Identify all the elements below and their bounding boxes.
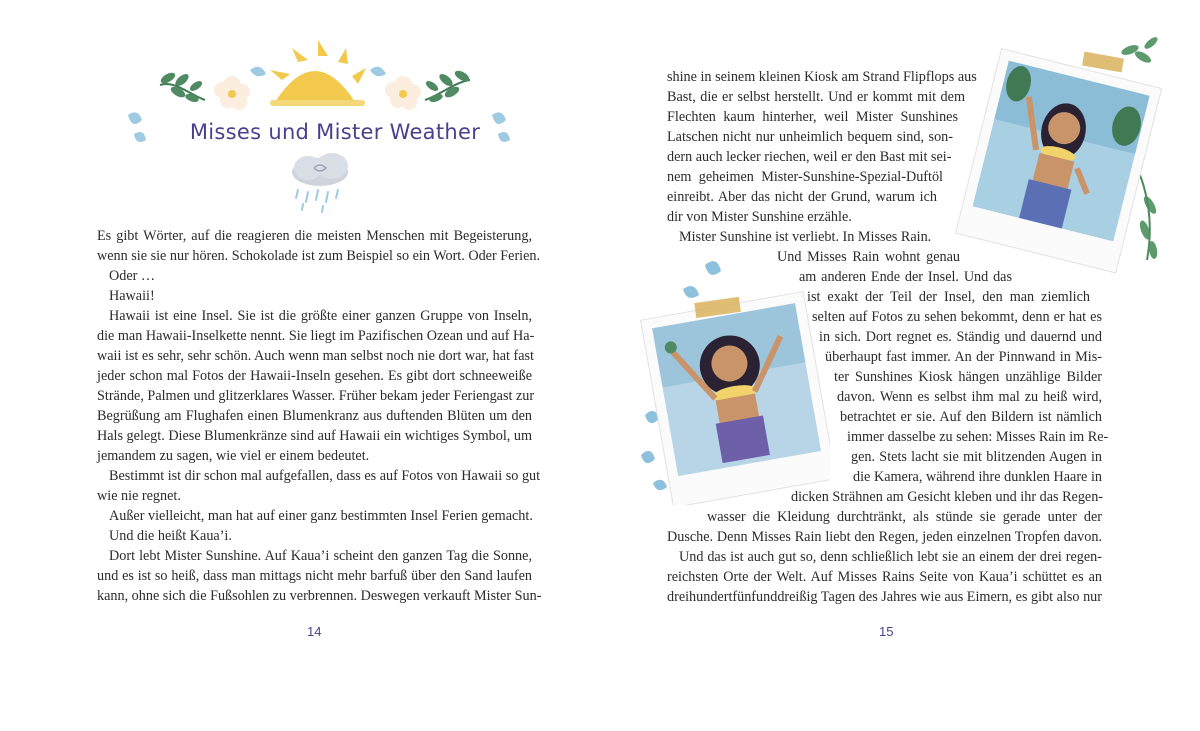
- text-line: dicken Strähnen am Gesicht kleben und ihr das Regen-: [791, 489, 1104, 505]
- tape-icon: [1082, 52, 1124, 73]
- page-number-left: 14: [307, 624, 322, 639]
- text-line: Strände, Palmen und glitzerklares Wasser. Früher bekam jeder Feriengast zur: [97, 388, 535, 404]
- photo-misses-rain-bottom: [635, 255, 830, 510]
- text-line: Flechten kaum hinterher, weil Mister Sunshines: [667, 109, 958, 125]
- text-line: shine in seinem kleinen Kiosk am Strand Flipflops aus: [667, 69, 977, 85]
- rain-cloud-icon: [292, 153, 348, 212]
- text-line: einreibt. Aber das nicht der Grund, warum ich: [667, 189, 937, 205]
- text-line: kann, ohne sich die Fußsohlen zu verbrennen. Deswegen verkauft Mister Sun-: [97, 588, 542, 604]
- leaf-sprig-right-icon: [424, 69, 471, 104]
- text-line: ter Sunshines Kiosk hängen unzählige Bilder: [834, 369, 1102, 385]
- text-line: wie nie regnet.: [97, 488, 181, 504]
- text-line: immer dasselbe zu sehen: Misses Rain im Re-: [847, 429, 1109, 445]
- hibiscus-flower-right-icon: [385, 76, 421, 110]
- page-number-right: 15: [879, 624, 894, 639]
- text-line: Und das ist auch gut so, denn schließlich lebt sie an einem der drei regen-: [679, 549, 1102, 565]
- text-line: Begrüßung am Flughafen einen Blumenkranz aus duftenden Blüten um den: [97, 408, 532, 424]
- text-line: jemandem zu sagen, wie viel er einem bedeutet.: [97, 448, 370, 464]
- text-line: Und die heißt Kaua’i.: [109, 528, 232, 544]
- text-line: Latschen nicht nur unheimlich bequem sind, son-: [667, 129, 953, 145]
- leaf-sprig-left-icon: [159, 71, 205, 104]
- text-line: selten auf Fotos zu sehen bekommt, denn er hat es: [812, 309, 1102, 325]
- text-line: nem geheimen Mister-Sunshine-Spezial-Duftöl: [667, 169, 943, 185]
- text-line: Und Misses Rain wohnt genau: [777, 249, 960, 265]
- text-line: Es gibt Wörter, auf die reagieren die meisten Menschen mit Begeisterung,: [97, 228, 532, 244]
- text-line: Hawaii ist eine Insel. Sie ist die größte einer ganzen Gruppe von Inseln,: [109, 308, 532, 324]
- text-line: dir von Mister Sunshine erzähle.: [667, 209, 852, 225]
- text-line: Außer vielleicht, man hat auf einer ganz bestimmten Insel Ferien gemacht.: [109, 508, 533, 524]
- photo-misses-rain-top: [955, 35, 1170, 300]
- text-line: Hals gelegt. Diese Blumenkränze sind auf Hawaii ein wichtiges Symbol, um: [97, 428, 532, 444]
- text-line: Bestimmt ist dir schon mal aufgefallen, dass es auf Fotos von Hawaii so gut: [109, 468, 541, 484]
- text-line: gen. Stets lacht sie mit blitzenden Augen in: [851, 449, 1102, 465]
- text-line: am anderen Ende der Insel. Und das: [799, 269, 1012, 285]
- text-line: jeder schon mal Fotos der Hawaii-Inseln gesehen. Es gibt dort schneeweiße: [97, 368, 532, 384]
- text-line: betrachtet er sie. Auf den Bildern ist nämlich: [840, 409, 1102, 425]
- text-line: Dusche. Denn Misses Rain liebt den Regen, jeden einzelnen Tropfen davon.: [667, 529, 1102, 545]
- text-line: ist exakt der Teil der Insel, den man ziemlich: [807, 289, 1090, 305]
- chapter-header: [120, 40, 520, 215]
- text-line: Mister Sunshine ist verliebt. In Misses Rain.: [679, 229, 932, 245]
- hibiscus-flower-left-icon: [214, 76, 250, 110]
- text-line: Dort lebt Mister Sunshine. Auf Kaua’i scheint den ganzen Tag die Sonne,: [109, 548, 532, 564]
- text-line: reichsten Orte der Welt. Auf Misses Rains Seite von Kaua’i schüttet es an: [667, 569, 1102, 585]
- sun-icon: [270, 40, 366, 106]
- text-line: die man Hawaii-Inselkette nennt. Sie liegt im Pazifischen Ozean und auf Ha-: [97, 328, 535, 344]
- text-line: waii ist es sehr, sehr schön. Auch wenn man selbst noch nie dort war, hat fast: [97, 348, 534, 364]
- text-line: die Kamera, während ihre dunklen Haare in: [853, 469, 1102, 485]
- text-line: wasser die Kleidung durchtränkt, als stünde sie gerade unter der: [707, 509, 1102, 525]
- text-line: Oder …: [109, 268, 156, 284]
- chapter-title: Misses und Mister Weather: [189, 120, 481, 144]
- text-line: Bast, die er selbst herstellt. Und er kommt mit dem: [667, 89, 965, 105]
- text-line: wenn sie sie nur hören. Schokolade ist zum Beispiel so ein Wort. Oder Ferien.: [97, 248, 541, 264]
- text-line: dern auch lecker riechen, weil er den Bast mit sei-: [667, 149, 952, 165]
- text-line: Hawaii!: [109, 288, 155, 304]
- text-line: dreihundertfünfunddreißig Tagen des Jahres wie aus Eimern, es gibt also nur: [667, 589, 1102, 605]
- text-line: in sich. Dort regnet es. Ständig und dauernd und: [819, 329, 1102, 345]
- text-line: und es ist so heiß, dass man mittags nicht mehr barfuß über den Sand laufen: [97, 568, 532, 584]
- right-page: [600, 0, 1200, 731]
- text-line: davon. Wenn es selbst ihm mal zu heiß wird,: [837, 389, 1102, 405]
- text-line: überhaupt fast immer. An der Pinnwand in Mis-: [825, 349, 1102, 365]
